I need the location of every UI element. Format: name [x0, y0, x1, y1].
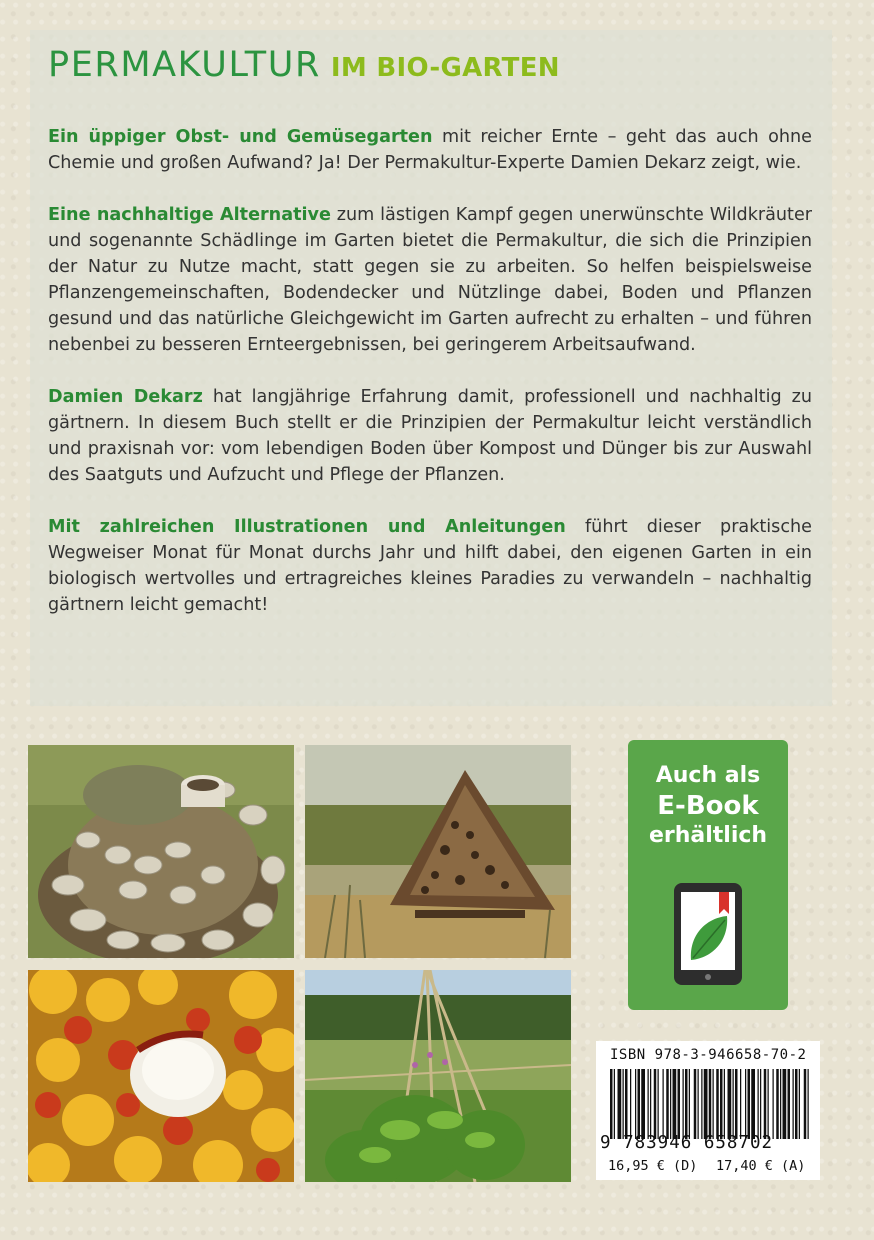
ebook-line-2: E-Book: [657, 791, 759, 821]
barcode-bar: [709, 1069, 712, 1139]
barcode-bars: [608, 1069, 810, 1139]
photo-bean-trellis: [305, 970, 571, 1182]
barcode-bar: [748, 1069, 751, 1139]
barcode-bar: [735, 1069, 738, 1139]
paragraph-text: führt dieser praktische Wegweiser Monat für Monat durchs Jahr und hilft dabei, den eigenen Garten in ein biologisch wertvolles und ertragreiches kleines Paradies zu verwandeln – nachhaltig gärtnern leicht gemacht!: [48, 517, 812, 615]
photo-vegetable-harvest: [28, 970, 294, 1182]
barcode-bar: [758, 1069, 759, 1139]
paragraph-highlight: Eine nachhaltige Alternative: [48, 205, 331, 225]
barcode-bar: [799, 1069, 800, 1139]
barcode-bar: [780, 1069, 781, 1139]
barcode-bar: [698, 1069, 699, 1139]
barcode-bar: [638, 1069, 641, 1139]
barcode-bar: [704, 1069, 708, 1139]
barcode-digits: 9 783946 658702: [600, 1133, 774, 1153]
barcode-bar: [625, 1069, 628, 1139]
barcode-bar: [610, 1069, 613, 1139]
barcode-bar: [630, 1069, 631, 1139]
barcode-bar: [740, 1069, 741, 1139]
barcode-bar: [808, 1069, 809, 1139]
book-title: [48, 45, 812, 94]
paragraph-highlight: Mit zahlreichen Illustrationen und Anleitungen: [48, 517, 566, 537]
barcode-bar: [745, 1069, 746, 1139]
barcode-bar: [685, 1069, 688, 1139]
barcode-bar: [751, 1069, 755, 1139]
barcode-bar: [760, 1069, 761, 1139]
barcode-bar: [716, 1069, 719, 1139]
barcode-bar: [804, 1069, 807, 1139]
paragraph-highlight: Ein üppiger Obst- und Gemüsegarten: [48, 127, 433, 147]
title-main: PERMAKULTUR: [48, 45, 321, 85]
barcode-bar: [618, 1069, 622, 1139]
barcode-bar: [670, 1069, 671, 1139]
ebook-badge: [628, 740, 788, 1010]
barcode-bar: [648, 1069, 649, 1139]
barcode-bar: [720, 1069, 723, 1139]
paragraph-highlight: Damien Dekarz: [48, 387, 203, 407]
barcode-bar: [768, 1069, 769, 1139]
blurb-paragraph-1: [48, 124, 812, 176]
blurb-panel: [30, 30, 832, 706]
barcode-bar: [623, 1069, 624, 1139]
paragraph-text: mit reicher Ernte – geht das auch ohne Chemie und großen Aufwand? Ja! Der Permakultur-Experte Damien Dekarz zeigt, wie.: [48, 127, 812, 173]
isbn-barcode: [596, 1041, 820, 1180]
barcode-bar: [783, 1069, 787, 1139]
barcode-bar: [658, 1069, 659, 1139]
barcode-bar: [650, 1069, 651, 1139]
barcode-bar: [728, 1069, 732, 1139]
barcode-bar: [724, 1069, 725, 1139]
barcode-bar: [689, 1069, 690, 1139]
price-germany: 16,95 € (D): [608, 1158, 698, 1174]
barcode-bar: [764, 1069, 767, 1139]
photo-insect-hotel: [305, 745, 571, 958]
barcode-bar: [713, 1069, 714, 1139]
barcode-bar: [694, 1069, 697, 1139]
paragraph-text: hat langjährige Erfahrung damit, professionell und nachhaltig zu gärtnern. In diesem Buch stellt er die Prinzipien der Permakultur leicht verständlich und praxisnah vor: vom lebendigen Boden über Kompost und Dünger bis zur Auswahl des Saatguts und Aufzucht und Pflege der Pflanzen.: [48, 387, 812, 485]
blurb-paragraph-4: [48, 514, 812, 618]
barcode-bar: [773, 1069, 774, 1139]
ebook-line-1: Auch als: [655, 763, 761, 788]
barcode-bar: [654, 1069, 657, 1139]
barcode-bar: [614, 1069, 615, 1139]
barcode-bar: [733, 1069, 734, 1139]
barcode-bar: [678, 1069, 681, 1139]
barcode-bar: [673, 1069, 677, 1139]
price-austria: 17,40 € (A): [716, 1158, 806, 1174]
isbn-label: ISBN 978-3-946658-70-2: [610, 1047, 807, 1063]
photo-herb-spiral: [28, 745, 294, 958]
barcode-bar: [663, 1069, 664, 1139]
blurb-paragraph-2: [48, 202, 812, 358]
barcode-bar: [776, 1069, 779, 1139]
barcode-bar: [641, 1069, 645, 1139]
paragraph-text: zum lästigen Kampf gegen unerwünschte Wildkräuter und sogenannte Schädlinge im Garten bietet die Permakultur, die sich die Prinzipien der Natur zu Nutze macht, statt gegen sie zu arbeiten. So helfen beispielsweise Pflanzengemeinschaften, Bodendecker und Nützlinge dabei, Boden und Pflanzen gesund und das natürliche Gleichgewicht im Garten aufrecht zu erhalten – und führen nebenbei zu besseren Ernteergebnissen, bei geringerem Arbeitsaufwand.: [48, 205, 812, 355]
barcode-bar: [788, 1069, 791, 1139]
barcode-bar: [635, 1069, 636, 1139]
barcode-bar: [683, 1069, 684, 1139]
blurb-paragraph-3: [48, 384, 812, 488]
tablet-leaf-icon: [671, 880, 745, 988]
barcode-bar: [795, 1069, 798, 1139]
barcode-bar: [666, 1069, 669, 1139]
barcode-bar: [701, 1069, 702, 1139]
barcode-bar: [793, 1069, 794, 1139]
ebook-line-3: erhältlich: [648, 823, 768, 848]
title-subtitle: IM BIO-GARTEN: [330, 53, 560, 83]
